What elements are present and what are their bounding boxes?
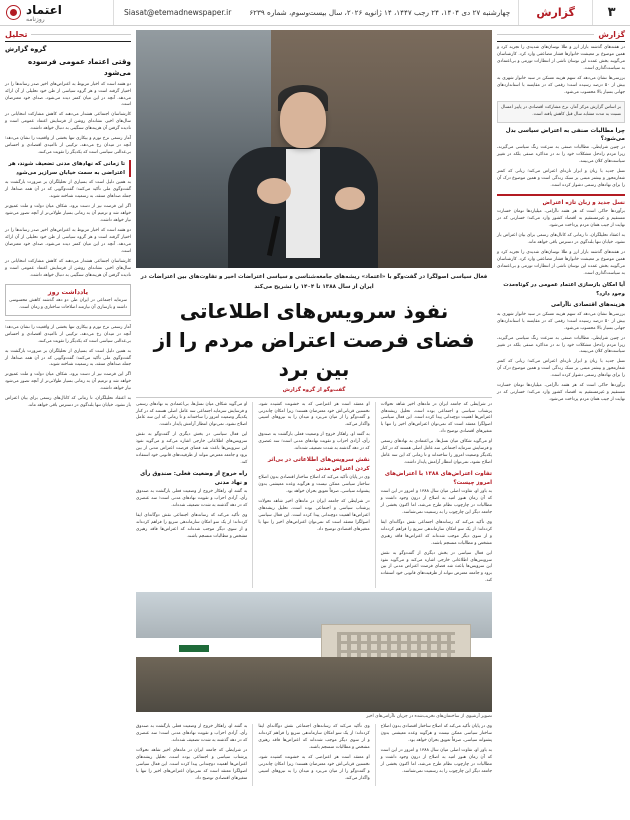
article-subhead-a: تفاوت اعتراض‌های ۱۳۸۸ با اعتراض‌های امروز چیست؟ (384, 471, 492, 486)
column-divider (375, 402, 376, 589)
logo-icon (6, 5, 21, 20)
paragraph: برآوردها حاکی است که هر هفته ناآرامی، میلیاردها تومان خسارت مستقیم و غیرمستقیم به اقتصاد کشور وارد می‌کند؛ خسارتی که در نهایت از جیب همان مردم پرداخت می‌شود. (497, 209, 625, 229)
opinion-header (5, 30, 131, 42)
paragraph: دو هفته است که اخبار مربوط به اعتراض‌های اخیر صدر رسانه‌ها را در اختیار گرفته است و هر گروه سیاسی از ظن خود تحلیلی از آن ارائه می‌دهد. آنچه در این میان کمتر دیده می‌شود، صدای خود معترضان است. (5, 81, 131, 108)
paragraph: نسل جدید با زبان و ابزار تازه‌ای اعتراض می‌کند؛ زبانی که کمتر شعارمحور و بیشتر مبتنی بر سبک زندگی است و همین موضوع درک آن را برای نهادهای رسمی دشوار کرده است. (497, 169, 625, 189)
opinion-text-2 (5, 180, 131, 279)
article-headline (136, 297, 492, 384)
photo-subject-hand-right (257, 178, 291, 204)
article-kicker: فعال سیاسی اصولگرا در گفت‌وگو با «اعتماد» ریشه‌های جامعه‌شناسی و سیاسی اعتراضات اخیر و تفاوت‌های بین اعتراضات در ایران از سال ۱۳۸۸ تا ۱۴۰۴ را تشریح می‌کند (140, 274, 488, 290)
paragraph: به اعتقاد تحلیلگران، تا زمانی که کانال‌های رسمی برای بیان اعتراض باز نشود، خیابان تنها بلندگوی در دسترس باقی خواهد ماند. (497, 233, 625, 246)
paragraph: در چنین شرایطی، مطالبات صنفی به سرعت رنگ سیاسی می‌گیرند، زیرا مردم راه‌حل مشکلات خود را نه در مذاکره صنفی بلکه در تغییر سیاست‌های کلان می‌بینند. (497, 335, 625, 355)
opinion-divider (5, 320, 131, 321)
paragraph: بررسی‌ها نشان می‌دهد که سهم هزینه مسکن در سبد خانوار شهری به بیش از ۵۰ درصد رسیده است؛ رقمی که در مقایسه با استانداردهای جهانی بسیار بالا محسوب می‌شود. (497, 311, 625, 331)
column-divider (252, 724, 253, 786)
article-columns (136, 402, 492, 589)
paragraph: در هفته‌های گذشته بازار ارز و طلا نوسان‌های شدیدی را تجربه کرد و همین موضوع بر معیشت خانوارها فشار مضاعفی وارد کرد. کارشناسان می‌گویند بخش عمده این نوسان ناشی از انتظارات تورمی و بی‌اعتمادی به سیاست‌گذاری است. (497, 45, 625, 71)
paragraph: بررسی‌ها نشان می‌دهد که سهم هزینه مسکن در سبد خانوار شهری به بیش از ۵۰ درصد رسیده است؛ رقمی که در مقایسه با استانداردهای جهانی بسیار بالا محسوب می‌شود. (497, 75, 625, 95)
paragraph: به اعتقاد تحلیلگران، تا زمانی که کانال‌های رسمی برای بیان اعتراض باز نشود، خیابان تنها بلندگوی در دسترس باقی خواهد ماند. (5, 396, 131, 409)
dateline: چهارشنبه ۲۷ دی ۱۴۰۴، ۲۴ رجب ۱۴۴۷، ۱۴ ژانویه ۲۰۲۶، سال بیست‌و‌سوم، شماره ۶۲۳۹ (249, 8, 511, 17)
left-subhead-c: هزینه‌های اقتصادی ناآرامی (551, 302, 625, 309)
paragraph: وی در پایان تأکید می‌کند که اصلاح ساختار اقتصادی بدون اصلاح ساختار سیاسی ممکن نیست و هرگونه وعده معیشتی بدون پشتوانه سیاسی، صرفاً تعویق بحران خواهد بود. (380, 723, 492, 743)
paragraph: دو هفته است که اخبار مربوط به اعتراض‌های اخیر صدر رسانه‌ها را در اختیار گرفته است و هر گروه سیاسی از ظن خود تحلیلی از آن ارائه می‌دهد. آنچه در این میان کمتر دیده می‌شود، صدای خود معترضان است. (5, 228, 131, 254)
photo-caption: تصویر آرشیوی از ساختمان‌های تخریب‌شده در جریان ناآرامی‌های اخیر (366, 714, 492, 720)
left-divider (497, 194, 625, 196)
left-note-box (497, 101, 625, 123)
left-subhead-b: نسل جدید و زبان تازه اعتراض (542, 200, 625, 207)
center-column (136, 30, 492, 815)
article-col-2 (258, 402, 369, 589)
paragraph: در شرایطی که جامعه ایران در ماه‌های اخیر شاهد تحولات پرشتاب سیاسی و اجتماعی بوده است، تحلیل ریشه‌های اعتراض‌ها اهمیت دوچندانی پیدا کرده است. این فعال سیاسی اصولگرا معتقد است که نمی‌توان اعتراض‌های اخیر را تنها با متغیرهای اقتصادی توضیح داد. (136, 747, 248, 781)
photo2-rubble (136, 657, 492, 712)
paragraph: به گفته او، راهکار خروج از وضعیت فعلی بازگشت به صندوق رأی، آزادی احزاب و تقویت نهادهای مدنی است؛ سه عنصری که در دهه گذشته به شدت تضعیف شده‌اند. (136, 488, 248, 508)
brand-subtitle: روزنامه (26, 15, 45, 23)
secondary-photo-ruins (136, 592, 492, 712)
paragraph: به باور او، تفاوت اصلی میان سال ۱۳۸۸ و امروز در این است که آن زمان هنوز امید به اصلاح از درون وجود داشت و مطالبات در چارچوب نظام طرح می‌شد، اما اکنون بخشی از جامعه دیگر این چارچوب را به رسمیت نمی‌شناسد. (380, 747, 492, 774)
top-bar (0, 0, 630, 26)
paragraph: او می‌گوید شکاف میان نسل‌ها، بی‌اعتمادی به نهادهای رسمی و فرسایش سرمایه اجتماعی سه عامل اصلی هستند که در کنار یکدیگر وضعیت امروز را ساخته‌اند و تا زمانی که این سه عامل اصلاح نشود، نمی‌توان انتظار آرامش پایدار داشت. (136, 401, 248, 428)
headline-rule (136, 397, 492, 398)
paragraph: کارشناسان اجتماعی هشدار می‌دهند که کاهش مشارکت انتخاباتی در سال‌های اخیر، نشانه‌ای روشن از فرسایش اعتماد عمومی است و نادیده گرفتن آن هزینه‌های سنگینی به دنبال خواهد داشت. (5, 258, 131, 278)
left-text-2 (497, 145, 625, 190)
paragraph: به باور او، تفاوت اصلی میان سال ۱۳۸۸ و امروز در این است که آن زمان هنوز امید به اصلاح از درون وجود داشت و مطالبات در چارچوب نظام طرح می‌شد، اما اکنون بخشی از جامعه دیگر این چارچوب را به رسمیت نمی‌شناسد. (380, 488, 492, 515)
column-divider (375, 724, 376, 786)
lower-col-2 (258, 724, 369, 786)
photo2-storefront-sign (179, 645, 209, 652)
opinion-box-text: سرمایه اجتماعی در ایران طی دو دهه گذشته کاهش محسوسی داشته و بازسازی آن نیازمند اصلاحات ساختاری و زمان است. (9, 297, 127, 310)
paragraph: او معتقد است هر اعتراضی که به خشونت کشیده شود، نخستین قربانی‌اش خود معترضان هستند؛ زیرا امکان چانه‌زنی و گفت‌وگو را از میان می‌برد و میدان را به نیروهای امنیتی واگذار می‌کند. (258, 754, 370, 781)
article-byline: گفت‌وگو از گروه گزارش (282, 386, 346, 393)
paragraph: اگر این فرصت نیز از دست برود، شکاف میان دولت و ملت عمیق‌تر خواهد شد و ترمیم آن به زمانی بسیار طولانی‌تر از آنچه تصور می‌شود نیاز خواهد داشت. (5, 372, 131, 392)
left-text-1 (497, 45, 625, 97)
paragraph: به همین دلیل است که بسیاری از تحلیلگران بر ضرورت بازگشت به گفت‌وگوی ملی تأکید می‌کنند؛ گفت‌وگویی که در آن همه صداها، از جمله صداهای منتقد، به رسمیت شناخته شوند. (5, 348, 131, 368)
page-number: ۳ (592, 0, 630, 25)
paragraph: در هفته‌های گذشته بازار ارز و طلا نوسان‌های شدیدی را تجربه کرد و همین موضوع بر معیشت خانوارها فشار مضاعفی وارد کرد. کارشناسان می‌گویند بخش عمده این نوسان ناشی از انتظارات تورمی و بی‌اعتمادی به سیاست‌گذاری است. (497, 250, 625, 277)
left-header-rule (497, 34, 594, 35)
left-text-4 (497, 312, 625, 404)
article-columns-lower (136, 724, 492, 786)
opinion-text-3 (5, 325, 131, 410)
opinion-pullquote: تا زمانی که نهادهای مدنی تضعیف شوند، هر اعتراضی به سمت خیابان سرازیر می‌شود (5, 160, 131, 177)
right-opinion-column (5, 30, 131, 815)
paragraph: نسل جدید با زبان و ابزار تازه‌ای اعتراض می‌کند؛ زبانی که کمتر شعارمحور و بیشتر مبتنی بر سبک زندگی است و همین موضوع درک آن را برای نهادهای رسمی دشوار کرده است. (497, 359, 625, 379)
paragraph: اگر این فرصت نیز از دست برود، شکاف میان دولت و ملت عمیق‌تر خواهد شد و ترمیم آن به زمانی بسیار طولانی‌تر از آنچه تصور می‌شود نیاز خواهد داشت. (5, 204, 131, 224)
paragraph: به گفته او، راهکار خروج از وضعیت فعلی بازگشت به صندوق رأی، آزادی احزاب و تقویت نهادهای مدنی است؛ سه عنصری که در دهه گذشته به شدت تضعیف شده‌اند. (136, 723, 248, 743)
paragraph: وی تأکید می‌کند که رسانه‌های اجتماعی نقش دوگانه‌ای ایفا کرده‌اند؛ از یک سو امکان سازماندهی سریع را فراهم کرده‌اند و از سوی دیگر موجب شده‌اند که اعتراض‌ها فاقد رهبری مشخص و مطالبات منسجم باشند. (380, 519, 492, 546)
paragraph: آمار رسمی نرخ تورم و بیکاری تنها بخشی از واقعیت را نشان می‌دهد؛ آنچه در میدان رخ می‌دهد، ترکیبی از ناامیدی اقتصادی و احساس بی‌عدالتی سیاسی است که یکدیگر را تقویت می‌کنند. (5, 136, 131, 156)
paragraph: در شرایطی که جامعه ایران در ماه‌های اخیر شاهد تحولات پرشتاب سیاسی و اجتماعی بوده است، تحلیل ریشه‌های اعتراض‌ها اهمیت دوچندانی پیدا کرده است. این فعال سیاسی اصولگرا معتقد است که نمی‌توان اعتراض‌های اخیر را تنها با متغیرهای اقتصادی توضیح داد. (258, 498, 370, 532)
paragraph: در شرایطی که جامعه ایران در ماه‌های اخیر شاهد تحولات پرشتاب سیاسی و اجتماعی بوده است، تحلیل ریشه‌های اعتراض‌ها اهمیت دوچندانی پیدا کرده است. این فعال سیاسی اصولگرا معتقد است که نمی‌توان اعتراض‌های اخیر را تنها با متغیرهای اقتصادی توضیح داد. (380, 401, 492, 435)
paragraph: به همین دلیل است که بسیاری از تحلیلگران بر ضرورت بازگشت به گفت‌وگوی ملی تأکید می‌کنند؛ گفت‌وگویی که در آن همه صداها، از جمله صداهای منتقد، به رسمیت شناخته شوند. (5, 180, 131, 200)
lower-col-1 (381, 724, 492, 786)
paragraph: در چنین شرایطی، مطالبات صنفی به سرعت رنگ سیاسی می‌گیرند، زیرا مردم راه‌حل مشکلات خود را نه در مذاکره صنفی بلکه در تغییر سیاست‌های کلان می‌بینند. (497, 145, 625, 165)
opinion-section-label: تحلیل (5, 30, 28, 39)
article-col-1 (381, 402, 492, 589)
brand-name: اعتماد (26, 2, 62, 17)
contact-email: Siasat@etemadnewspaper.ir (124, 8, 232, 17)
paragraph: این فعال سیاسی در بخش دیگری از گفت‌وگو به نقش سرویس‌های اطلاعاتی خارجی اشاره می‌کند و می‌گوید نفوذ این سرویس‌ها باعث شد فضای فرصت اعتراض مدنی از بین برود و جامعه معترض نتواند از ظرفیت‌های قانونی خود استفاده کند. (380, 550, 492, 584)
paragraph: وی در پایان تأکید می‌کند که اصلاح ساختار اقتصادی بدون اصلاح ساختار سیاسی ممکن نیست و هرگونه وعده معیشتی بدون پشتوانه سیاسی، صرفاً تعویق بحران خواهد بود. (258, 475, 370, 494)
page-body (0, 26, 630, 820)
left-column-header (497, 30, 625, 42)
note-box-text: بر اساس گزارش مرکز آمار، نرخ مشارکت اقتصادی در پاییز امسال نسبت به مدت مشابه سال قبل کاهش یافته است. (501, 104, 621, 117)
opinion-header-rule (31, 34, 131, 35)
lower-col-3 (136, 724, 247, 786)
paragraph: به گفته او، راهکار خروج از وضعیت فعلی بازگشت به صندوق رأی، آزادی احزاب و تقویت نهادهای مدنی است؛ سه عنصری که در دهه گذشته به شدت تضعیف شده‌اند. (258, 432, 370, 452)
article-col-3 (136, 402, 247, 589)
masthead (0, 0, 114, 25)
left-question: آیا امکان بازسازی اعتماد عمومی در کوتاه‌مدت وجود دارد؟ (503, 282, 625, 297)
headline-line-2: فضای فرصت اعتراض مردم را از بین برد (153, 327, 475, 381)
opinion-title: وقتی اعتماد عمومی فرسوده می‌شود (27, 57, 131, 77)
photo-subject-shirt (286, 149, 320, 258)
paragraph: کارشناسان اجتماعی هشدار می‌دهند که کاهش مشارکت انتخاباتی در سال‌های اخیر، نشانه‌ای روشن از فرسایش اعتماد عمومی است و نادیده گرفتن آن هزینه‌های سنگینی به دنبال خواهد داشت. (5, 112, 131, 132)
headline-line-1: نفوذ سرویس‌های اطلاعاتی (179, 298, 449, 323)
left-text-3 (497, 209, 625, 278)
paragraph: این فعال سیاسی در بخش دیگری از گفت‌وگو به نقش سرویس‌های اطلاعاتی خارجی اشاره می‌کند و می‌گوید نفوذ این سرویس‌ها باعث شد فضای فرصت اعتراض مدنی از بین برود و جامعه معترض نتواند از ظرفیت‌های قانونی خود استفاده کند. (136, 432, 248, 466)
column-divider (252, 402, 253, 589)
paragraph: او می‌گوید شکاف میان نسل‌ها، بی‌اعتمادی به نهادهای رسمی و فرسایش سرمایه اجتماعی سه عامل اصلی هستند که در کنار یکدیگر وضعیت امروز را ساخته‌اند و تا زمانی که این سه عامل اصلاح نشود، نمی‌توان انتظار آرامش پایدار داشت. (380, 439, 492, 466)
lead-photo-interviewee (136, 30, 492, 268)
paragraph: برآوردها حاکی است که هر هفته ناآرامی، میلیاردها تومان خسارت مستقیم و غیرمستقیم به اقتصاد کشور وارد می‌کند؛ خسارتی که در نهایت از جیب همان مردم پرداخت می‌شود. (497, 383, 625, 403)
opinion-text-1 (5, 82, 131, 158)
article-subhead-b: نقش سرویس‌های اطلاعاتی در بی‌اثر کردن اعتراض مدنی (267, 457, 370, 472)
paragraph: وی تأکید می‌کند که رسانه‌های اجتماعی نقش دوگانه‌ای ایفا کرده‌اند؛ از یک سو امکان سازماندهی سریع را فراهم کرده‌اند و از سوی دیگر موجب شده‌اند که اعتراض‌ها فاقد رهبری مشخص و مطالبات منسجم باشند. (136, 512, 248, 539)
article-subhead-c: راه خروج از وضعیت فعلی: صندوق رأی و نهاد مدنی (140, 471, 248, 486)
opinion-box-title: یادداشت روز (47, 287, 89, 296)
opinion-author: گروه گزارش (5, 45, 47, 53)
paragraph: او معتقد است هر اعتراضی که به خشونت کشیده شود، نخستین قربانی‌اش خود معترضان هستند؛ زیرا امکان چانه‌زنی و گفت‌وگو را از میان می‌برد و میدان را به نیروهای امنیتی واگذار می‌کند. (258, 401, 370, 428)
paragraph: وی تأکید می‌کند که رسانه‌های اجتماعی نقش دوگانه‌ای ایفا کرده‌اند؛ از یک سو امکان سازماندهی سریع را فراهم کرده‌اند و از سوی دیگر موجب شده‌اند که اعتراض‌ها فاقد رهبری مشخص و مطالبات منسجم باشند. (258, 723, 370, 750)
paragraph: آمار رسمی نرخ تورم و بیکاری تنها بخشی از واقعیت را نشان می‌دهد؛ آنچه در میدان رخ می‌دهد، ترکیبی از ناامیدی اقتصادی و احساس بی‌عدالتی سیاسی است که یکدیگر را تقویت می‌کنند. (5, 324, 131, 344)
section-title: گزارش (518, 0, 592, 25)
opinion-sidebar-box (5, 284, 131, 316)
left-column (497, 30, 625, 815)
left-subhead-a: چرا مطالبات صنفی به اعتراض سیاسی بدل می‌شود؟ (505, 127, 625, 142)
photo-subject-head (280, 92, 326, 148)
left-section-label: گزارش (598, 30, 625, 39)
